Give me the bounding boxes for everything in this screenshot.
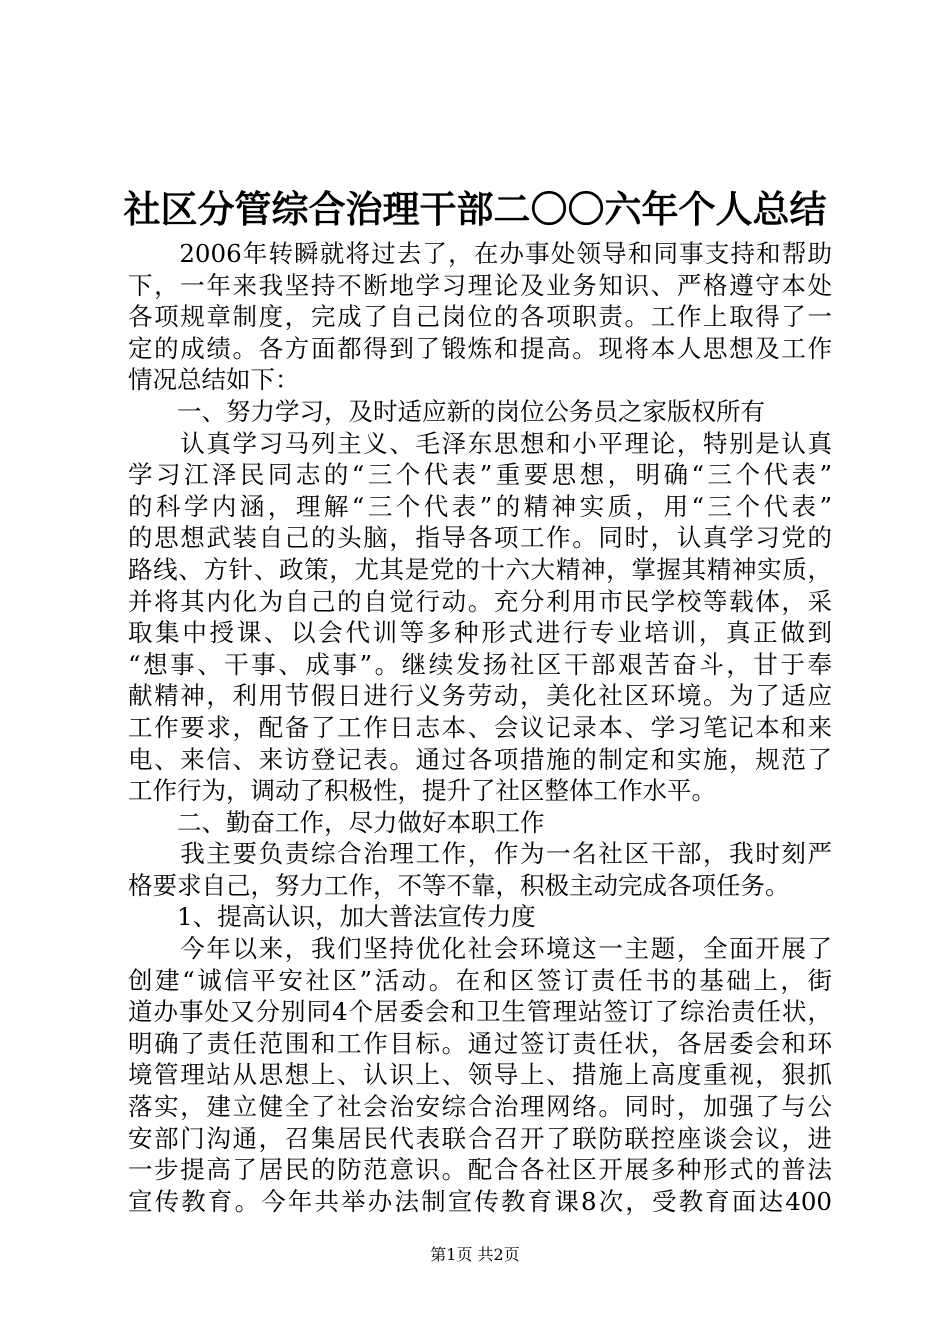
document-title: 社区分管综合治理干部二〇〇六年个人总结 (123, 187, 827, 231)
text-line: 2006年转瞬就将过去了，在办事处领导和同事支持和帮助 (128, 239, 832, 268)
text-line: 工作行为，调动了积极性，提升了社区整体工作水平。 (128, 776, 716, 806)
text-line: 今年以来，我们坚持优化社会环境这一主题，全面开展了 (128, 934, 832, 964)
text-line: 电、来信、来访登记表。通过各项措施的制定和实施，规范了 (128, 744, 832, 774)
text-line: 学习江泽民同志的“三个代表”重要思想，明确“三个代表” (128, 460, 832, 490)
text-line: 1、提高认识，加大普法宣传力度 (128, 902, 536, 932)
text-line: 取集中授课、以会代训等多种形式进行专业培训，真正做到 (128, 618, 832, 648)
text-line: 格要求自己，努力工作，不等不靠，积极主动完成各项任务。 (128, 870, 790, 900)
text-line: 一步提高了居民的防范意识。配合各社区开展多种形式的普法 (128, 1155, 832, 1185)
text-line: 情况总结如下： (128, 365, 300, 395)
text-line: 创建“诚信平安社区”活动。在和区签订责任书的基础上，街 (128, 965, 832, 995)
text-line: 境管理站从思想上、认识上、领导上、措施上高度重视，狠抓 (128, 1060, 832, 1090)
page-footer: 第1页 共2页 (430, 1245, 520, 1264)
text-line: 宣传教育。今年共举办法制宣传教育课8次，受教育面达400 (128, 1186, 832, 1216)
text-line: 定的成绩。各方面都得到了锻炼和提高。现将本人思想及工作 (128, 333, 832, 363)
text-line: 下，一年来我坚持不断地学习理论及业务知识、严格遵守本处 (128, 270, 832, 300)
text-line: 道办事处又分别同4个居委会和卫生管理站签订了综治责任状， (128, 997, 832, 1027)
text-line: 工作要求，配备了工作日志本、会议记录本、学习笔记本和来 (128, 712, 832, 742)
text-line: “想事、干事、成事”。继续发扬社区干部艰苦奋斗，甘于奉 (128, 649, 832, 679)
text-line: 的科学内涵，理解“三个代表”的精神实质，用“三个代表” (128, 491, 832, 521)
text-line: 认真学习马列主义、毛泽东思想和小平理论，特别是认真 (128, 428, 832, 458)
text-line: 献精神，利用节假日进行义务劳动，美化社区环境。为了适应 (128, 681, 832, 711)
text-line: 各项规章制度，完成了自己岗位的各项职责。工作上取得了一 (128, 302, 832, 332)
text-line: 路线、方针、政策，尤其是党的十六大精神，掌握其精神实质， (128, 554, 832, 584)
document-body (128, 238, 832, 1217)
text-line: 明确了责任范围和工作目标。通过签订责任状，各居委会和环 (128, 1028, 832, 1058)
text-line: 并将其内化为自己的自觉行动。充分利用市民学校等载体，采 (128, 586, 832, 616)
text-line: 二、勤奋工作，尽力做好本职工作 (128, 807, 545, 837)
text-line: 的思想武装自己的头脑，指导各项工作。同时，认真学习党的 (128, 523, 832, 553)
text-line: 一、努力学习，及时适应新的岗位公务员之家版权所有 (128, 396, 765, 426)
text-line: 落实，建立健全了社会治安综合治理网络。同时，加强了与公 (128, 1092, 832, 1122)
text-line: 我主要负责综合治理工作，作为一名社区干部，我时刻严 (128, 839, 832, 869)
text-line: 安部门沟通，召集居民代表联合召开了联防联控座谈会议，进 (128, 1123, 832, 1153)
